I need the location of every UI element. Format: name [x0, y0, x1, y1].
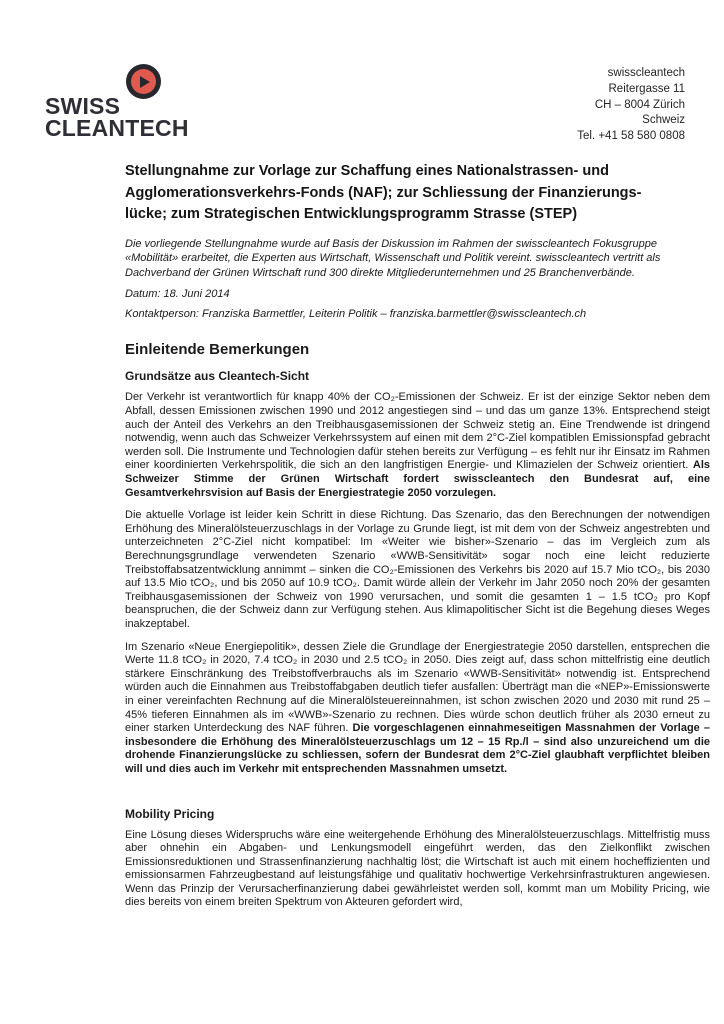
- title-line: Agglomerationsverkehrs-Fonds (NAF); zur Schliessung der Finanzierungs-: [125, 184, 642, 201]
- intro-paragraph: Die vorliegende Stellungnahme wurde auf Basis der Diskussion im Rahmen der swisscleantech Fokusgruppe «Mobilität» erarbeitet, die Experten aus Wirtschaft, Wissenschaft und Politik vereint. swisscleantech vertritt als Dachverband der Grünen Wirtschaft rund 300 direkte Mitgliederunternehmen und 25 Branchenverbände.: [125, 237, 661, 279]
- letterhead-line-company: swisscleantech: [607, 67, 685, 79]
- paragraph-run: Der Verkehr ist verantwortlich für knapp 40% der CO₂-Emissionen der Schweiz. Er ist der einzige Sektor neben dem Abfall, dessen Emissionen zwischen 1990 und 2012 angestiegen sind – und das um ganze 13%. Entsprechend steigt auch der Anteil des Verkehrs an den Treibhausgasemissionen der Schweiz stetig an. Eine Trendwende ist dringend notwendig, wenn auch das Schweizer Verkehrssystem auf einen mit dem 2°C-Ziel kompatiblen Emissionspfad gebracht werden soll. Die Instrumente und Technologien dafür stehen bereits zur Verfügung – es fehlt nur ihr Einsatz im Rahmen einer koordinierten Verkehrspolitik, die sich an den langfristigen Energie- und Klimazielen der Schweiz orientiert.: [125, 391, 710, 472]
- contact-line: Kontaktperson: Franziska Barmettler, Leiterin Politik – franziska.barmettler@swisscleantech.ch: [125, 307, 587, 320]
- title-line: Stellungnahme zur Vorlage zur Schaffung eines Nationalstrassen- und: [125, 163, 609, 179]
- play-icon-dot: [131, 69, 156, 94]
- logo-word-swiss: SWISS: [45, 93, 121, 119]
- play-icon: [126, 64, 161, 99]
- date-line: Datum: 18. Juni 2014: [125, 288, 230, 301]
- paragraph-1: [125, 391, 710, 500]
- swisscleantech-logo: [45, 62, 225, 144]
- intro-block: [125, 237, 710, 322]
- letterhead-line-country: Schweiz: [642, 114, 685, 127]
- paragraph-run: Eine Lösung dieses Widerspruchs wäre eine weitergehende Erhöhung des Mineralölsteuerzuschlags. Mittelfristig muss aber ohnehin ein Abgaben- und Lenkungsmodell eingeführt werden, das den Zielkonflikt zwischen Emissionsreduktionen und Strassenfinanzierung nachhaltig löst; die Wirtschaft ist auch mit einem hocheffizienten und emissionsarmen Fahrzeugbestand auf leistungsfähige und qualitativ hochwertige Verkehrsinfrastrukturen angewiesen. Wenn das Prinzip der Verursacherfinanzierung dabei gewährleistet werden soll, kommt man um Mobility Pricing, wie dies bereits von einem breiten Spektrum von Akteuren gefordert wird,: [125, 828, 710, 909]
- paragraph-run-bold: Die vorgeschlagenen einnahmeseitigen Massnahmen der Vorlage – insbesondere die Erhöhung des Mineralölsteuerzuschlags um 12 – 15 Rp./l – sind also unzureichend um die drohende Finanzierungslücke zu schliessen, sofern der Bundesrat dem 2°C-Ziel glaubhaft verpflichtet bleiben will und dies auch im Verkehr mit entsprechenden Massnahmen umsetzt.: [125, 722, 710, 775]
- paragraph-run-bold: Als Schweizer Stimme der Grünen Wirtschaft fordert swisscleantech den Bundesrat auf, eine Gesamtverkehrsvision auf Basis der Energiestrategie 2050 vorzulegen.: [125, 459, 710, 499]
- document-title: [125, 161, 710, 226]
- letterhead-line-street: Reitergasse 11: [608, 82, 685, 95]
- subsection-heading-mobility-pricing: Mobility Pricing: [125, 806, 215, 821]
- play-icon-triangle: [140, 76, 150, 88]
- paragraph-run: Im Szenario «Neue Energiepolitik», dessen Ziele die Grundlage der Energiestrategie 2050 darstellen, entsprechen die Werte 11.8 tCO₂ in 2020, 7.4 tCO₂ in 2030 und 2.5 tCO₂ in 2050. Dies zeigt auf, dass schon mittelfristig eine deutlich stärkere Einschränkung des Treibstoffverbrauchs als im Szenario «WWB-Sensitivität» notwendig ist. Entsprechend würden auch die Einnahmen aus Treibstoffabgaben deutlich tiefer ausfallen: Überträgt man die «NEP»-Emissionswerte in einer vereinfachten Rechnung auf die Mineralölsteuereinnahmen, ist schon zwischen 2020 und 2030 mit rund 25 – 45% tieferen Einnahmen als im «WWB»-Szenario zu rechnen. Dies würde schon deutlich früher als 2030 erneut zu einer starken Unterdeckung des NAF führen.: [125, 640, 710, 735]
- title-line: lücke; zum Strategischen Entwicklungsprogramm Strasse (STEP): [125, 206, 578, 222]
- letterhead-line-phone: Tel. +41 58 580 0808: [577, 130, 685, 143]
- subsection-heading-grundsaetze: Grundsätze aus Cleantech-Sicht: [125, 369, 310, 384]
- paragraph-4: [125, 829, 710, 911]
- paragraph-run: Die aktuelle Vorlage ist leider kein Schritt in diese Richtung. Das Szenario, das den Berechnungen der notwendigen Erhöhung des Mineralölsteuerzuschlags in der Vorlage zu Grunde liegt, ist mit dem von der Schweiz angestrebten und unterzeichneten 2°C-Ziel nicht kompatibel: Im «Weiter wie bisher»-Szenario – das im Vergleich zum als Berechnungsgrundlage verwendeten Szenario «WWB-Sensitivität» sogar noch eine leicht reduzierte Treibstoffabsatzentwicklung annimmt – sinken die CO₂-Emissionen des Verkehrs bis 2020 auf 15.7 Mio tCO₂, bis 2030 auf 13.5 Mio tCO₂, und bis 2050 auf 10.9 tCO₂. Damit würde allein der Verkehr im Jahr 2050 noch 20% der gesamten Treibhausgasemissionen der Schweiz von 1990 verursachen, und somit die gesamten 1 – 1.5 tCO₂ pro Kopf beanspruchen, die der Schweiz dann zur Verfügung stehen. Aus klimapolitischer Sicht ist die Begehung dieses Weges inakzeptabel.: [125, 509, 710, 630]
- paragraph-3: [125, 641, 710, 777]
- letterhead-address: [577, 66, 685, 145]
- section-heading-einleitende-bemerkungen: Einleitende Bemerkungen: [125, 341, 310, 359]
- logo-word-cleantech: CLEANTECH: [45, 115, 189, 141]
- document-body: [125, 161, 710, 910]
- letterhead-line-city: CH – 8004 Zürich: [594, 98, 685, 111]
- logo-wordmark: [45, 95, 189, 139]
- paragraph-2: [125, 509, 710, 631]
